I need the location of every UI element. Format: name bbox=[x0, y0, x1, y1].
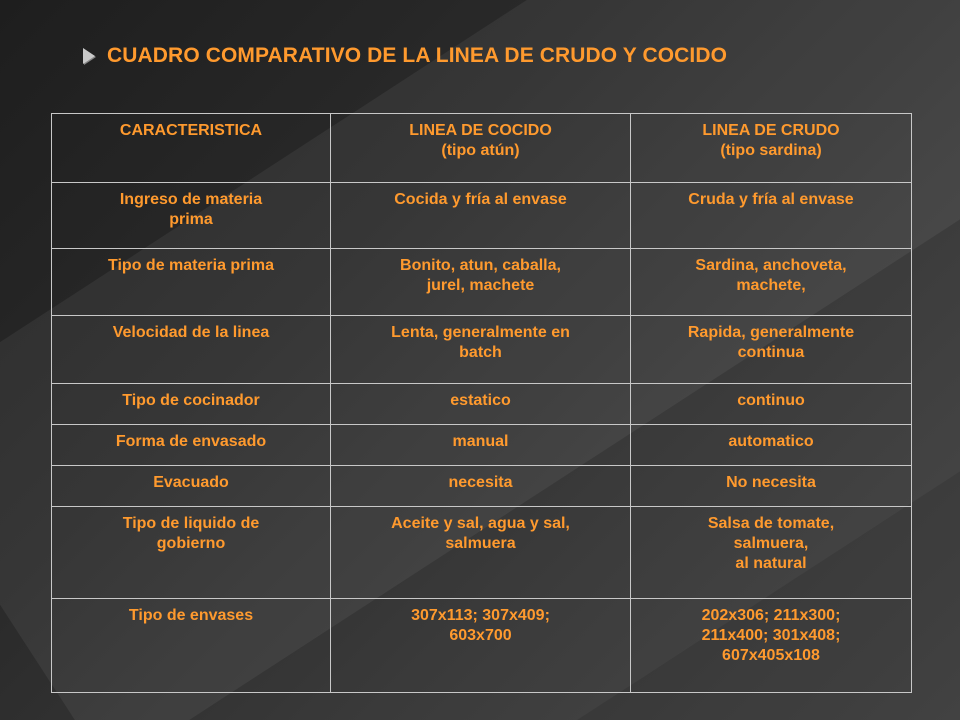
table-row bbox=[52, 425, 912, 466]
table-row bbox=[52, 599, 912, 693]
crudo-cell: Cruda y fría al envase bbox=[631, 183, 912, 249]
crudo-cell: Rapida, generalmente continua bbox=[631, 316, 912, 384]
cocido-cell: Aceite y sal, agua y sal, salmuera bbox=[331, 507, 631, 599]
crudo-cell: 202x306; 211x300; 211x400; 301x408; 607x405x108 bbox=[631, 599, 912, 693]
table-header-row bbox=[52, 114, 912, 183]
crudo-cell: Sardina, anchoveta, machete, bbox=[631, 249, 912, 316]
cocido-cell: manual bbox=[331, 425, 631, 466]
row-label-cell: Ingreso de materia prima bbox=[52, 183, 331, 249]
crudo-cell: Salsa de tomate, salmuera, al natural bbox=[631, 507, 912, 599]
row-label-cell: Velocidad de la linea bbox=[52, 316, 331, 384]
cocido-cell: Lenta, generalmente en batch bbox=[331, 316, 631, 384]
header-cell-caracteristica: CARACTERISTICA bbox=[52, 114, 331, 183]
comparison-table bbox=[51, 113, 912, 693]
row-label-cell: Tipo de liquido de gobierno bbox=[52, 507, 331, 599]
table-row bbox=[52, 384, 912, 425]
table-row bbox=[52, 316, 912, 384]
title-bullet-icon bbox=[83, 48, 95, 64]
cocido-cell: Cocida y fría al envase bbox=[331, 183, 631, 249]
header-cell-linea-crudo: LINEA DE CRUDO (tipo sardina) bbox=[631, 114, 912, 183]
crudo-cell: continuo bbox=[631, 384, 912, 425]
cocido-cell: Bonito, atun, caballa, jurel, machete bbox=[331, 249, 631, 316]
slide-title: CUADRO COMPARATIVO DE LA LINEA DE CRUDO Y COCIDO bbox=[107, 44, 728, 67]
row-label-cell: Evacuado bbox=[52, 466, 331, 507]
row-label-cell: Tipo de envases bbox=[52, 599, 331, 693]
crudo-cell: automatico bbox=[631, 425, 912, 466]
cocido-cell: estatico bbox=[331, 384, 631, 425]
header-cell-linea-cocido: LINEA DE COCIDO (tipo atún) bbox=[331, 114, 631, 183]
table-row bbox=[52, 249, 912, 316]
row-label-cell: Forma de envasado bbox=[52, 425, 331, 466]
table-row bbox=[52, 507, 912, 599]
cocido-cell: necesita bbox=[331, 466, 631, 507]
row-label-cell: Tipo de cocinador bbox=[52, 384, 331, 425]
table-row bbox=[52, 466, 912, 507]
table-row bbox=[52, 183, 912, 249]
row-label-cell: Tipo de materia prima bbox=[52, 249, 331, 316]
crudo-cell: No necesita bbox=[631, 466, 912, 507]
cocido-cell: 307x113; 307x409; 603x700 bbox=[331, 599, 631, 693]
